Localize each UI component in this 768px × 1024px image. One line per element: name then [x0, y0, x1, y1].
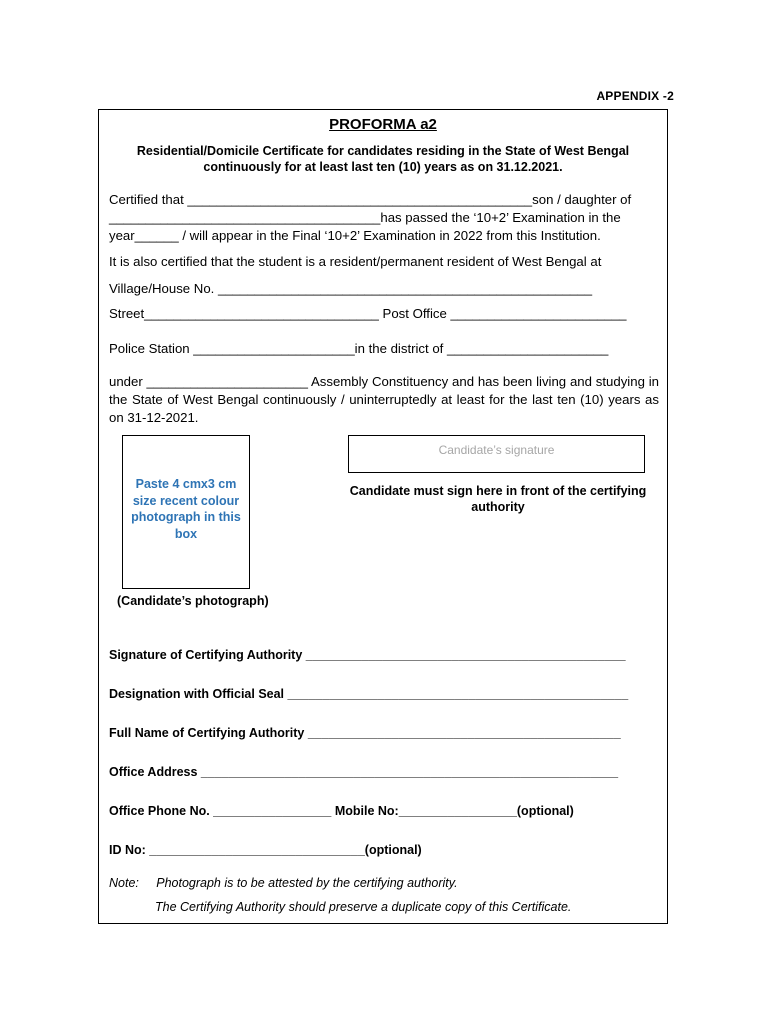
photo-instruction: Paste 4 cmx3 cm size recent colour photograph in this box	[131, 477, 241, 541]
cert-line-1: Certified that _______________________________________________son / daughter of	[109, 192, 632, 207]
signature-note: Candidate must sign here in front of the certifying authority	[349, 484, 647, 514]
appendix-label: APPENDIX -2	[596, 89, 674, 103]
resident-line: It is also certified that the student is a resident/permanent resident of West Bengal at	[109, 254, 602, 269]
full-name-line: Full Name of Certifying Authority _____________________________________________	[109, 726, 621, 740]
subtitle-line-2: continuously for at least last ten (10) years as on 31.12.2021.	[203, 160, 563, 174]
office-address-line: Office Address ____________________________________________________________	[109, 765, 619, 779]
photo-box[interactable]	[122, 435, 250, 589]
signature-placeholder: Candidate’s signature	[438, 443, 555, 457]
note-line-2: The Certifying Authority should preserve a duplicate copy of this Certificate.	[155, 900, 572, 914]
form-title: PROFORMA a2	[329, 116, 437, 133]
cert-line-3: year______ / will appear in the Final ‘10+2’ Examination in 2022 from this Institution.	[109, 228, 601, 243]
village-line: Village/House No. ___________________________________________________	[109, 281, 593, 296]
designation-line: Designation with Official Seal _________________________________________________	[109, 687, 629, 701]
note-line-1: Note: Photograph is to be attested by the certifying authority.	[109, 876, 458, 890]
id-line: ID No: _______________________________(optional)	[109, 843, 422, 857]
cert-line-2: _____________________________________has passed the ‘10+2’ Examination in the	[109, 210, 621, 225]
form-subtitle	[120, 143, 646, 175]
signature-box[interactable]	[348, 435, 645, 473]
police-station-line: Police Station ______________________in the district of ______________________	[109, 341, 609, 356]
under-paragraph: under ______________________ Assembly Constituency and has been living and studying in the State of West Bengal continuously / uninterruptedly at least for the last ten (10) years as on 31-12-2021.	[109, 374, 659, 425]
authority-signature-line: Signature of Certifying Authority ______________________________________________	[109, 648, 626, 662]
phone-line: Office Phone No. _________________ Mobile No:_________________(optional)	[109, 804, 574, 818]
photo-caption: (Candidate’s photograph)	[117, 594, 269, 608]
street-line: Street________________________________ Post Office ________________________	[109, 306, 627, 321]
subtitle-line-1: Residential/Domicile Certificate for candidates residing in the State of West Bengal	[136, 144, 630, 158]
